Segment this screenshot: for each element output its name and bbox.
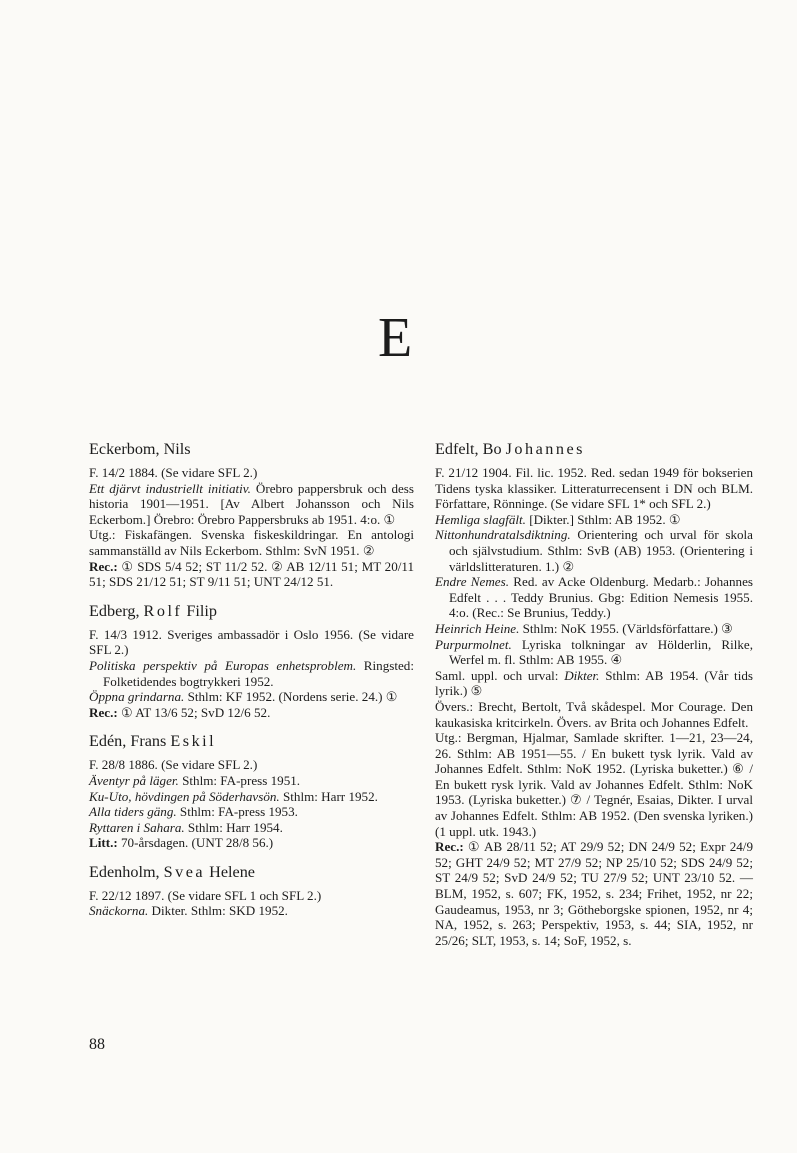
utg-line: Utg.: Fiskafängen. Svenska fiskeskildringar. En antologi sammanställd av Nils Eckerbom. Sthlm: SvN 1951. ② [89, 527, 414, 558]
work-details: Sthlm: NoK 1955. (Världsförfattare.) ③ [519, 620, 733, 636]
rec-line [89, 705, 414, 721]
entry-bio: F. 14/2 1884. (Se vidare SFL 2.) [89, 465, 258, 480]
work-item [89, 658, 414, 689]
work-title: Ett djärvt industriellt initiativ. [89, 480, 251, 496]
heading-spaced-name: Johannes [505, 440, 585, 458]
overs-line: Övers.: Brecht, Bertolt, Två skådespel. Mor Courage. Den kaukasiska kritcirkeln. Övers. av Brita och Johannes Edfelt. [435, 698, 753, 730]
entry-heading [89, 602, 414, 621]
rec-line [435, 839, 753, 948]
work-title: Politiska perspektiv på Europas enhetsproblem. [89, 657, 357, 673]
rec-text: ① AB 28/11 52; AT 29/9 52; DN 24/9 52; Expr 24/9 52; GHT 24/9 52; MT 27/9 52; NP 25/10 52; SDS 24/9 52; ST 24/9 52; SvD 24/9 52; TU 27/9 52; UNT 23/10 52. — BLM, 1952, s. 607; FK, 1952, s. 234; Frihet, 1952, nr 22; Gaudeamus, 1953, nr 3; Götheborgske spionen, 1952, nr 4; NA, 1952, s. 263; Perspektiv, 1953, s. 44; SIA, 1952, nr 25/26; SLT, 1953, s. 14; SoF, 1952, s. [435, 839, 753, 948]
right-column [435, 440, 753, 960]
rec-label: Rec.: [435, 839, 464, 855]
work-item [89, 820, 414, 836]
work-details: Sthlm: KF 1952. (Nordens serie. 24.) ① [184, 689, 398, 705]
work-details: Sthlm: Harr 1954. [184, 819, 283, 835]
work-details: Sthlm: Harr 1952. [279, 788, 378, 804]
entry-edfelt [435, 440, 753, 948]
work-details: Ringsted: Folketidendes bogtrykkeri 1952. [103, 657, 414, 689]
entry-heading [89, 863, 414, 882]
work-title: Ku-Uto, hövdingen på Söderhavsön. [89, 788, 280, 804]
work-details: Sthlm: FA-press 1953. [176, 804, 298, 820]
work-item [89, 789, 414, 805]
utg-line: Utg.: Bergman, Hjalmar, Samlade skrifter. 1—21, 23—24, 26. Sthlm: AB 1951—55. / En bukett tysk lyrik. Vald av Johannes Edfelt. Sthlm: NoK 1952. (Lyriska buketter.) ⑥ / En bukett rysk lyrik. Vald av Johannes Edfelt. Sthlm: NoK 1953. (Lyriska buketter.) ⑦ / Tegnér, Esaias, Dikter. I urval av Johannes Edfelt. Sthlm: AB 1952. (Den svenska lyriken.) (1 uppl. utk. 1943.) [435, 730, 753, 839]
heading-part: Filip [182, 601, 217, 620]
heading-part: Edfelt, Bo [435, 440, 506, 458]
entry-heading [435, 440, 753, 459]
work-details: Orientering och urval för skola och självstudium. Sthlm: SvB (AB) 1953. (Orientering i världslitteraturen. 1.) ② [449, 527, 753, 574]
work-title: Nittonhundratalsdiktning. [435, 527, 571, 543]
work-item [435, 512, 753, 528]
entry-bio: F. 14/3 1912. Sveriges ambassadör i Oslo 1956. (Se vidare SFL 2.) [89, 626, 414, 658]
work-details: Sthlm: AB 1954. (Vår tids lyrik.) ⑤ [435, 667, 753, 699]
entry-heading: Eckerbom, Nils [89, 440, 191, 458]
rec-line [89, 559, 414, 590]
work-item [89, 903, 414, 919]
work-details: Sthlm: FA-press 1951. [178, 772, 301, 788]
saml-line [435, 668, 753, 699]
litt-text: 70-årsdagen. (UNT 28/8 56.) [117, 835, 274, 851]
heading-part: Helene [205, 862, 255, 881]
work-title: Alla tiders gäng. [89, 804, 177, 820]
work-details: Dikter. Sthlm: SKD 1952. [148, 903, 288, 919]
work-item [435, 637, 753, 668]
rec-text: ① AT 13/6 52; SvD 12/6 52. [117, 704, 271, 720]
work-title: Endre Nemes. [435, 574, 509, 590]
saml-label: Saml. uppl. och urval: [435, 667, 565, 683]
rec-text: ① SDS 5/4 52; ST 11/2 52. ② AB 12/11 51; MT 20/11 51; SDS 21/12 51; ST 9/11 51; UNT 24/12 51. [89, 558, 414, 590]
heading-part: Edenholm, [89, 862, 164, 881]
work-title: Heinrich Heine. [435, 620, 520, 636]
work-item [435, 574, 753, 621]
work-item [435, 527, 753, 574]
entry-edenholm [89, 863, 414, 919]
work-title: Hemliga slagfält. [435, 511, 526, 527]
work-details: [Dikter.] Sthlm: AB 1952. ① [525, 511, 681, 527]
entry-bio: F. 28/8 1886. (Se vidare SFL 2.) [89, 757, 258, 773]
entry-bio: F. 21/12 1904. Fil. lic. 1952. Red. sedan 1949 för bokserien Tidens tyska klassiker. Litteraturrecensent i DN och BLM. Författare, Rönninge. (Se vidare SFL 1* och SFL 2.) [435, 465, 753, 512]
work-item [89, 689, 414, 705]
page-number: 88 [89, 1036, 105, 1053]
work-details: Lyriska tolkningar av Hölderlin, Rilke, Werfel m. fl. Sthlm: AB 1955. ④ [449, 636, 753, 668]
rec-label: Rec.: [89, 558, 118, 574]
section-letter: E [378, 307, 413, 369]
heading-part: Edén, Frans [89, 732, 171, 751]
work-title: Öppna grindarna. [89, 689, 185, 705]
heading-spaced-name: Eskil [170, 732, 217, 751]
work-item [89, 773, 414, 789]
work-details: Red. av Acke Oldenburg. Medarb.: Johannes Edfelt . . . Teddy Brunius. Gbg: Edition Nemesis 1955. 4:o. (Rec.: Se Brunius, Teddy.) [449, 574, 753, 621]
left-column [89, 440, 414, 931]
entry-edberg [89, 602, 414, 721]
work-title: Snäckorna. [89, 903, 149, 919]
work-item [435, 621, 753, 637]
heading-spaced-name: Rolf [143, 601, 183, 620]
work-title: Dikter. [564, 667, 600, 683]
work-item [89, 481, 414, 528]
litt-label: Litt.: [89, 835, 118, 851]
rec-label: Rec.: [89, 704, 118, 720]
work-details: Örebro pappersbruk och dess historia 1901—1951. [Av Albert Johansson och Nils Eckerbom.] Örebro: Örebro Pappersbruks ab 1951. 4:o. ① [89, 480, 414, 527]
entry-bio: F. 22/12 1897. (Se vidare SFL 1 och SFL 2.) [89, 887, 322, 903]
work-title: Ryttaren i Sahara. [89, 819, 185, 835]
work-item [89, 804, 414, 820]
entry-eden [89, 732, 414, 851]
entry-heading [89, 732, 414, 751]
heading-spaced-name: Svea [163, 862, 206, 881]
heading-part: Edberg, [89, 601, 144, 620]
work-title: Purpurmolnet. [435, 636, 512, 652]
entry-eckerbom [89, 440, 414, 590]
litt-line [89, 835, 414, 851]
work-title: Äventyr på läger. [89, 772, 179, 788]
